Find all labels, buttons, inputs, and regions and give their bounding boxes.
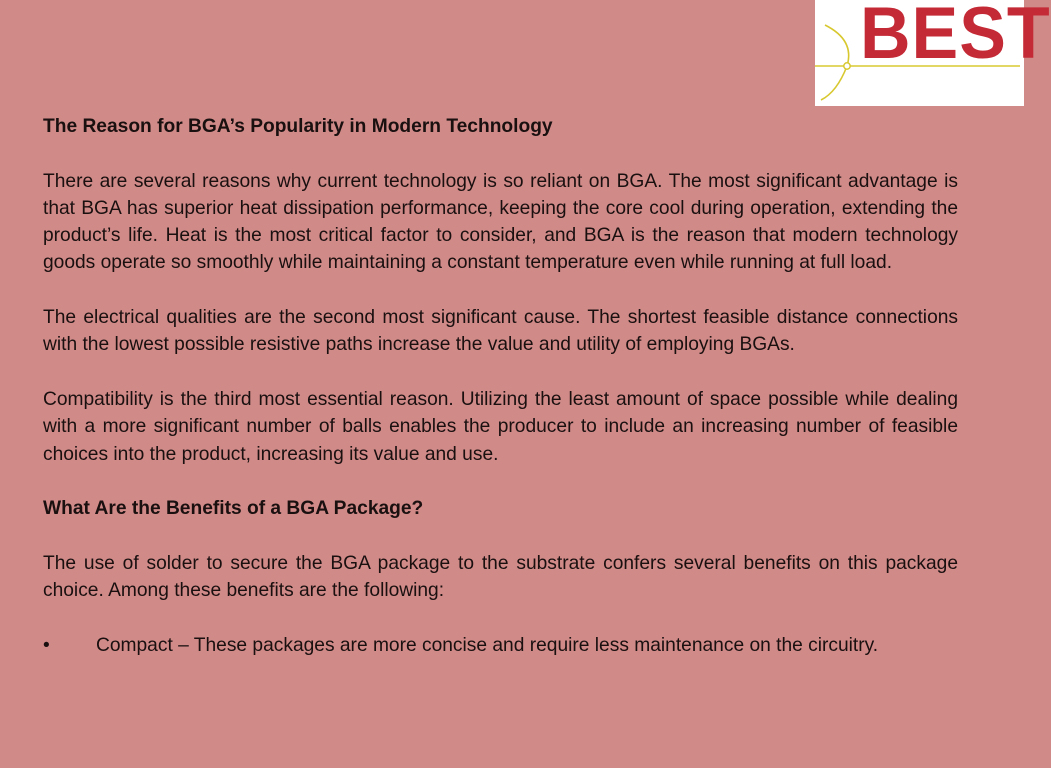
bullet-icon: • [43,634,50,656]
paragraph-electrical-qualities: The electrical qualities are the second most significant cause. The shortest feasible distance connections with the lowest possible resistive paths increase the value and utility of employing BGAs. [43,307,958,356]
logo-text: BEST [860,0,1051,74]
best-logo [815,0,1051,106]
paragraph-compatibility: Compatibility is the third most essential reason. Utilizing the least amount of space possible while dealing with a more significant number of balls enables the producer to include an increasing number of feasible choices into the product, increasing its value and use. [43,388,958,465]
spacer [43,277,958,304]
bullet-text: Compact – These packages are more concise and require less maintenance on the circuitry. [96,634,879,656]
spacer [43,468,958,495]
paragraph-heat-dissipation: There are several reasons why current technology is so reliant on BGA. The most significant advantage is that BGA has superior heat dissipation performance, keeping the core cool during operation, extending the product’s life. Heat is the most critical factor to consider, and BGA is the reason that modern technology goods operate so smoothly while maintaining a constant temperature even while running at full load. [43,170,958,274]
spacer [43,522,958,549]
spacer [43,140,958,167]
spacer [43,604,958,631]
document-body [43,113,958,659]
paragraph-solder-benefits: The use of solder to secure the BGA package to the substrate confers several benefits on this package choice. Among these benefits are the following: [43,552,958,602]
section-heading-popularity: The Reason for BGA’s Popularity in Modern Technology [43,116,553,137]
bullet-item-compact [43,632,958,659]
spacer [43,359,958,386]
section-heading-benefits: What Are the Benefits of a BGA Package? [43,498,424,520]
